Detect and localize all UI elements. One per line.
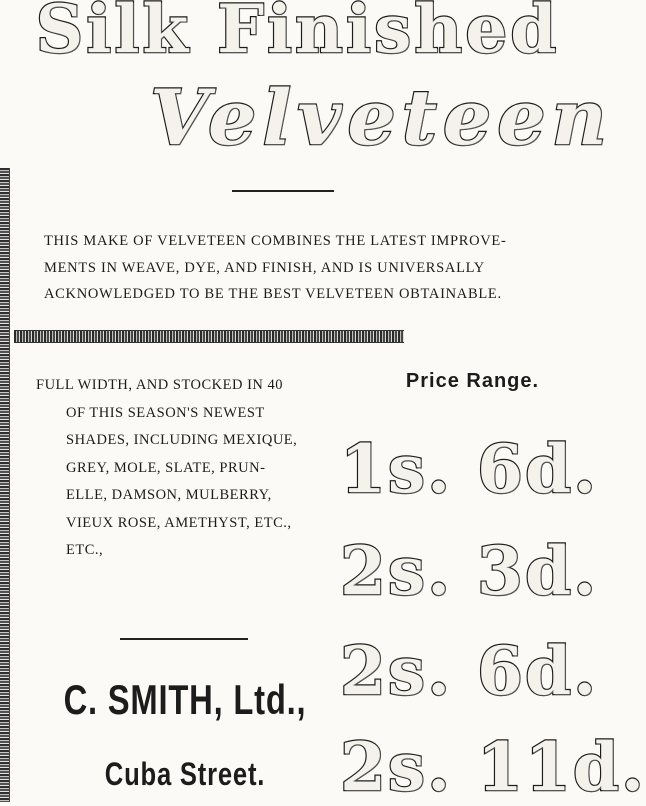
company-rule: [120, 638, 248, 640]
section-separator: [14, 330, 404, 343]
description-line: GREY, MOLE, SLATE, PRUN-: [66, 459, 266, 476]
intro-line: ACKNOWLEDGED TO BE THE BEST VELVETEEN OBTAINABLE.: [44, 286, 502, 302]
description-line: ELLE, DAMSON, MULBERRY,: [66, 487, 272, 503]
headline-line1: Silk Finished: [35, 0, 560, 68]
price-range-title: Price Range.: [405, 370, 540, 392]
headline-rule: [232, 190, 334, 192]
description-line: VIEUX ROSE, AMETHYST, ETC.,: [66, 514, 292, 531]
description-line: FULL WIDTH, AND STOCKED IN 40: [36, 377, 284, 393]
description-line: ETC.,: [66, 542, 104, 558]
company-address: Cuba Street.: [104, 756, 266, 792]
price-item: 1s. 6d.: [340, 430, 599, 508]
intro-paragraph: [30, 228, 570, 308]
price-item: 2s. 6d.: [340, 632, 599, 710]
description-line: OF THIS SEASON'S NEWEST: [66, 404, 265, 421]
left-border-bar: [0, 168, 10, 802]
description-paragraph: [36, 372, 336, 565]
price-item: 2s. 11d.: [340, 728, 646, 806]
description-line: SHADES, INCLUDING MEXIQUE,: [66, 432, 298, 448]
price-item: 2s. 3d.: [340, 532, 599, 610]
intro-line: MENTS IN WEAVE, DYE, AND FINISH, AND IS UNIVERSALLY: [44, 259, 485, 276]
headline-line2: Velveteen: [150, 73, 613, 162]
intro-line: THIS MAKE OF VELVETEEN COMBINES THE LATEST IMPROVE-: [44, 233, 507, 249]
company-name: C. SMITH, Ltd.,: [63, 676, 307, 723]
